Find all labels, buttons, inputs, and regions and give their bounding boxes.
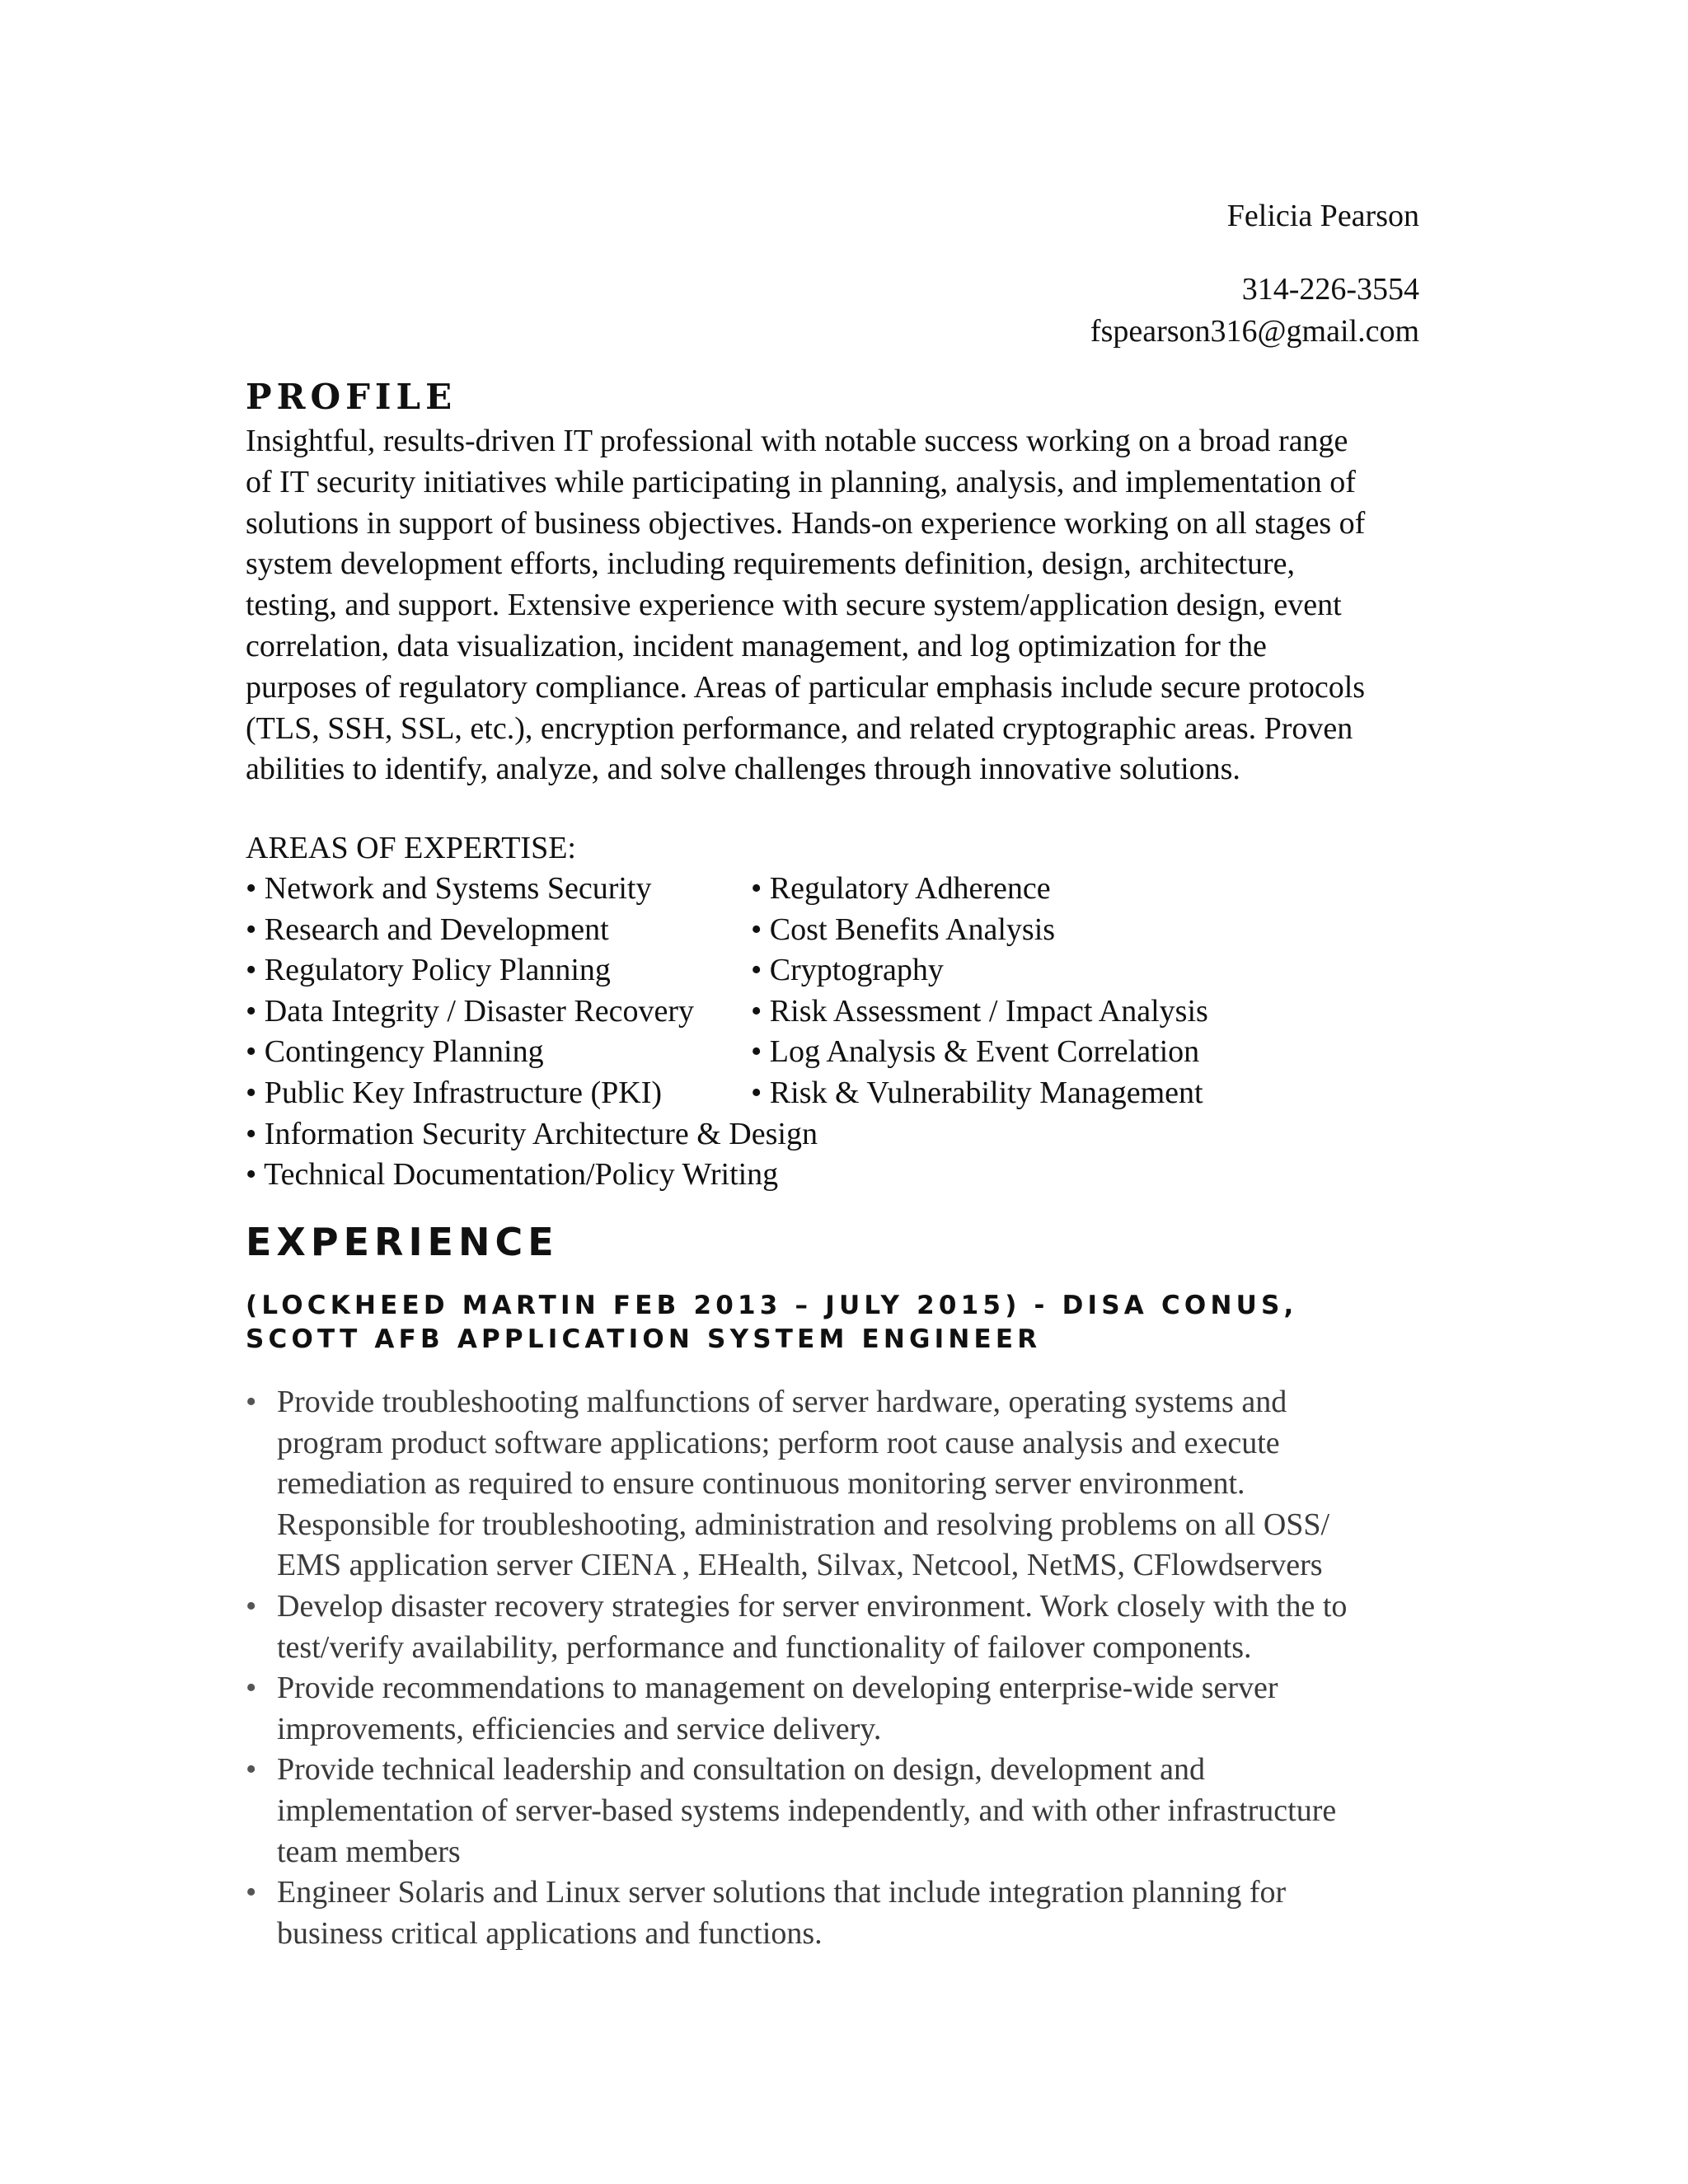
profile-line: purposes of regulatory compliance. Areas of particular emphasis include secure protocols — [246, 669, 1366, 705]
profile-line: correlation, data visualization, incident management, and log optimization for the — [246, 628, 1267, 663]
profile-line: Insightful, results-driven IT professional with notable success working on a broad range — [246, 424, 1348, 458]
duty-item — [246, 1668, 1465, 1750]
profile-line: abilities to identify, analyze, and solve challenges through innovative solutions. — [246, 752, 1240, 787]
bullet-icon: • — [246, 1588, 257, 1624]
expertise-row — [246, 1032, 1400, 1073]
duty-item — [246, 1586, 1465, 1668]
job-duties-list — [246, 1382, 1465, 1954]
profile-line: system development efforts, including requirements definition, design, architecture, — [246, 546, 1295, 582]
expertise-item: • Risk Assessment / Impact Analysis — [751, 993, 1208, 1029]
expertise-item: • Technical Documentation/Policy Writing — [246, 1157, 779, 1193]
duty-line: implementation of server-based systems independently, and with other infrastructure — [277, 1793, 1337, 1828]
expertise-item: • Public Key Infrastructure (PKI) — [246, 1075, 663, 1110]
bullet-icon: • — [246, 1752, 257, 1788]
expertise-item: • Network and Systems Security — [246, 871, 652, 906]
job-title-line: SCOTT AFB APPLICATION SYSTEM ENGINEER — [246, 1324, 1042, 1354]
expertise-row — [246, 991, 1400, 1033]
expertise-item: • Log Analysis & Event Correlation — [751, 1034, 1200, 1070]
duty-line: Provide technical leadership and consultation on design, development and — [277, 1752, 1205, 1788]
duty-line: business critical applications and functions. — [277, 1915, 823, 1951]
duty-line: test/verify availability, performance and functionality of failover components. — [277, 1629, 1252, 1665]
expertise-item: • Risk & Vulnerability Management — [751, 1075, 1203, 1110]
duty-line: improvements, efficiencies and service delivery. — [277, 1711, 882, 1746]
profile-heading: PROFILE — [246, 377, 457, 417]
job-title — [246, 1289, 1482, 1357]
duty-line: team members — [277, 1834, 461, 1869]
expertise-item: • Information Security Architecture & Design — [246, 1116, 818, 1151]
expertise-row — [246, 1073, 1400, 1114]
expertise-item: • Regulatory Adherence — [751, 871, 1051, 906]
expertise-row — [246, 910, 1400, 951]
profile-line: testing, and support. Extensive experience with secure system/application design, event — [246, 588, 1342, 623]
duty-line: Develop disaster recovery strategies for server environment. Work closely with the to — [277, 1588, 1348, 1624]
duty-line: program product software applications; perform root cause analysis and execute — [277, 1425, 1280, 1460]
expertise-row — [246, 869, 1400, 910]
expertise-item: • Research and Development — [246, 912, 609, 947]
bullet-icon: • — [246, 1875, 257, 1910]
expertise-row — [246, 1155, 1400, 1196]
duty-line: Engineer Solaris and Linux server solutions that include integration planning for — [277, 1875, 1287, 1910]
contact-name: Felicia Pearson — [1226, 199, 1419, 233]
duty-line: Responsible for troubleshooting, administration and resolving problems on all OSS/ — [277, 1507, 1330, 1542]
duty-item — [246, 1872, 1465, 1954]
contact-phone: 314-226-3554 — [1241, 272, 1419, 307]
contact-email: fspearson316@gmail.com — [1090, 314, 1419, 349]
job-title-line: (LOCKHEED MARTIN FEB 2013 – JULY 2015) - DISA CONUS, — [246, 1291, 1298, 1320]
expertise-row — [246, 1114, 1400, 1155]
profile-line: of IT security initiatives while participating in planning, analysis, and implementation of — [246, 464, 1356, 499]
duty-line: EMS application server CIENA , EHealth, Silvax, Netcool, NetMS, CFlowdservers — [277, 1548, 1323, 1583]
expertise-item: • Cryptography — [751, 953, 944, 988]
profile-summary — [246, 421, 1432, 790]
duty-item — [246, 1750, 1465, 1872]
duty-item — [246, 1382, 1465, 1586]
profile-line: solutions in support of business objectives. Hands-on experience working on all stages of — [246, 505, 1366, 541]
expertise-item: • Data Integrity / Disaster Recovery — [246, 993, 695, 1029]
areas-of-expertise-title: AREAS OF EXPERTISE: — [246, 831, 576, 865]
bullet-icon: • — [246, 1671, 257, 1706]
duty-line: Provide troubleshooting malfunctions of server hardware, operating systems and — [277, 1385, 1287, 1419]
expertise-item: • Cost Benefits Analysis — [751, 912, 1056, 947]
bullet-icon: • — [246, 1385, 257, 1419]
duty-line: Provide recommendations to management on developing enterprise-wide server — [277, 1671, 1278, 1706]
expertise-row — [246, 950, 1400, 991]
areas-of-expertise-list — [246, 869, 1400, 1196]
expertise-item: • Contingency Planning — [246, 1034, 544, 1070]
duty-line: remediation as required to ensure continuous monitoring server environment. — [277, 1466, 1245, 1502]
experience-heading: EXPERIENCE — [246, 1220, 559, 1264]
profile-line: (TLS, SSH, SSL, etc.), encryption performance, and related cryptographic areas. Proven — [246, 710, 1353, 746]
expertise-item: • Regulatory Policy Planning — [246, 953, 611, 988]
